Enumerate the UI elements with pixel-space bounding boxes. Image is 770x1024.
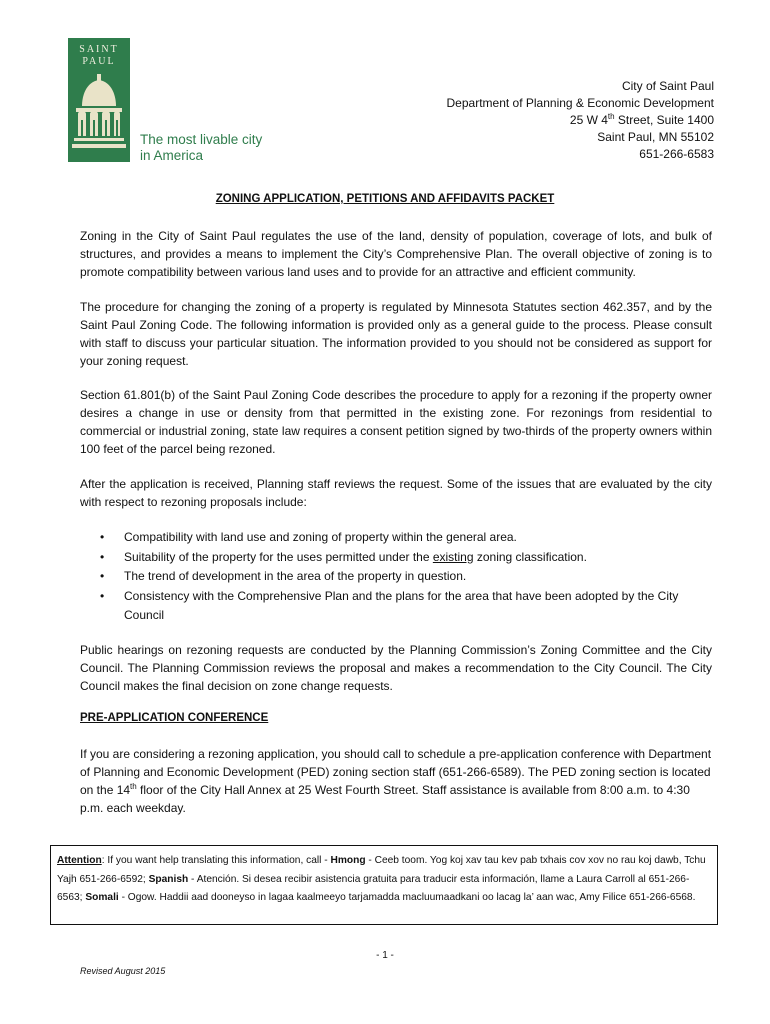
logo-tagline-line1: The most livable city bbox=[140, 132, 263, 147]
bullet-icon: • bbox=[100, 588, 105, 603]
list-item: • The trend of development in the area of the property in question. bbox=[80, 567, 712, 587]
list-item: • Consistency with the Comprehensive Plan and the plans for the area that have been adopted by the City Council bbox=[100, 588, 679, 622]
page-number: - 1 - bbox=[376, 950, 394, 961]
evaluation-criteria-list bbox=[80, 528, 712, 626]
city-logo bbox=[68, 38, 268, 166]
address-city-state-zip: Saint Paul, MN 55102 bbox=[597, 130, 714, 144]
bullet-icon: • bbox=[100, 549, 105, 564]
section-heading-pre-application: PRE-APPLICATION CONFERENCE bbox=[80, 712, 269, 724]
bullet-icon: • bbox=[100, 569, 105, 583]
document-title: ZONING APPLICATION, PETITIONS AND AFFIDAVITS PACKET bbox=[215, 193, 555, 205]
paragraph-section-61801: Section 61.801(b) of the Saint Paul Zoning Code describes the procedure to apply for a rezoning if the property owner desires a change in use or density from that permitted in the existing zone. For rezonings from residential to commercial or industrial zoning, state law requires a consent petition signed by two-thirds of the property owners within 100 feet of the parcel being rezoned. bbox=[80, 388, 712, 456]
logo-name-line2: PAUL bbox=[82, 56, 116, 67]
list-item: • Suitability of the property for the uses permitted under the existing zoning classification. bbox=[80, 548, 712, 568]
address-city: City of Saint Paul bbox=[621, 79, 714, 93]
paragraph-public-hearings: Public hearings on rezoning requests are conducted by the Planning Commission’s Zoning Committee and the City Council. The Planning Commission reviews the proposal and makes a recommendation to the City Council. The City Council makes the final decision on zone change requests. bbox=[80, 643, 712, 693]
logo-name bbox=[68, 44, 130, 68]
attention-label: Attention bbox=[57, 855, 102, 866]
logo-tagline bbox=[140, 132, 262, 164]
capitol-dome-icon bbox=[72, 72, 126, 156]
language-spanish: Spanish bbox=[148, 873, 189, 885]
translation-notice-box: Attention: If you want help translating this information, call - Hmong - Ceeb toom. Yog koj xav tau kev pab txhais cov xov no rau koj dawb, Tchu Yajh 651-266-6592; Spanish - Atención. Si desea recibir asistencia gratuita para traducir esta información, llame a Laura Carroll al 651-266-6563; Somali - Ogow. Haddii aad dooneyso in lagaa kaalmeeyo tarjamadda macluumaadkani oo lacag la’ aan wac, Amy Filice 651-266-6568. bbox=[50, 845, 718, 925]
bullet-icon: • bbox=[100, 530, 105, 544]
logo-tagline-line2: in America bbox=[140, 148, 204, 163]
revision-date: Revised August 2015 bbox=[80, 966, 166, 976]
paragraph-pre-application: If you are considering a rezoning application, you should call to schedule a pre-application conference with Department of Planning and Economic Development (PED) zoning section staff (651-266-6589). The PED zoning section is located on the 14th floor of the City Hall Annex at 25 West Fourth Street. Staff assistance is available from 8:00 a.m. to 4:30 p.m. each weekday. bbox=[80, 747, 712, 815]
paragraph-procedure: The procedure for changing the zoning of a property is regulated by Minnesota Statutes section 462.357, and by the Saint Paul Zoning Code. The following information is provided only as a general guide to the process. Please consult with staff to discuss your particular situation. The information provided to you should not be considered as support for your zoning request. bbox=[80, 300, 712, 368]
address-department: Department of Planning & Economic Development bbox=[446, 96, 714, 110]
list-item: • Compatibility with land use and zoning of property within the general area. bbox=[80, 528, 712, 548]
paragraph-review: After the application is received, Planning staff reviews the request. Some of the issues that are evaluated by the city with respect to rezoning proposals include: bbox=[80, 477, 712, 509]
logo-name-line1: SAINT bbox=[79, 44, 119, 55]
language-hmong: Hmong bbox=[330, 855, 366, 866]
logo-badge bbox=[68, 38, 130, 162]
department-address bbox=[447, 78, 714, 163]
language-somali: Somali bbox=[85, 892, 119, 903]
address-street: 25 W 4th Street, Suite 1400 bbox=[569, 112, 714, 127]
paragraph-zoning-intro: Zoning in the City of Saint Paul regulates the use of the land, density of population, coverage of lots, and bulk of structures, and provides a means to implement the City’s Comprehensive Plan. The overall objective of zoning is to promote compatibility between various land uses and to provide for an attractive and efficient community. bbox=[80, 229, 712, 279]
address-phone: 651-266-6583 bbox=[639, 147, 714, 161]
